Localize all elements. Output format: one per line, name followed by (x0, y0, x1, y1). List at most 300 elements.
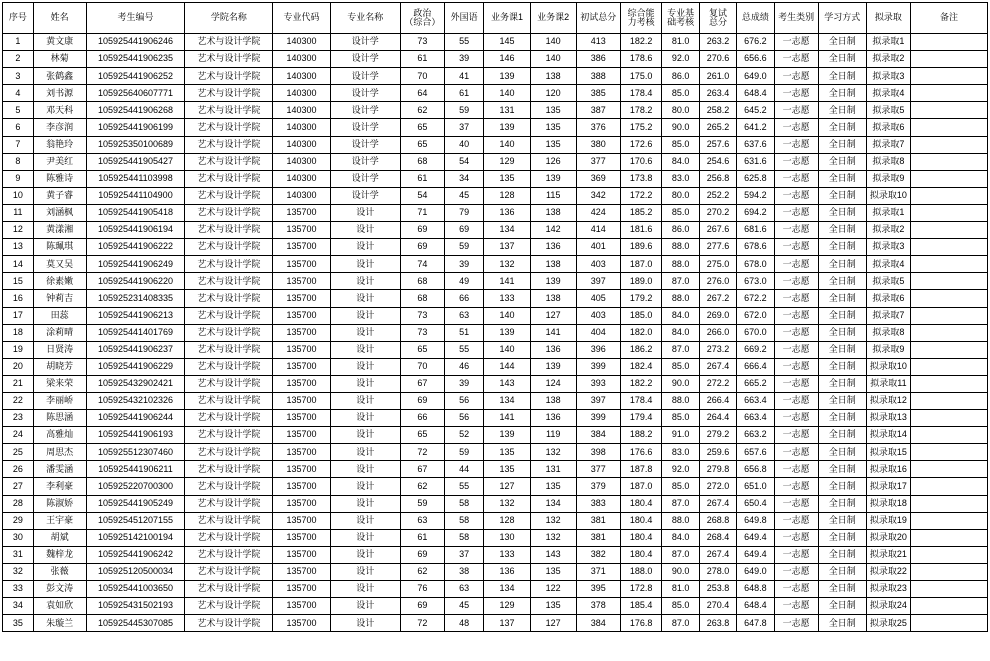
table-row (3, 290, 988, 307)
cell-subject1: 143 (484, 375, 530, 392)
cell-college: 艺术与设计学院 (185, 102, 273, 119)
cell-study-mode: 全日制 (818, 375, 866, 392)
col-header-politics-line2: （综合） (404, 17, 441, 27)
cell-candidate-type: 一志愿 (774, 85, 818, 102)
cell-candidate-id: 105925441103998 (86, 170, 185, 187)
cell-admission-status: 拟录取8 (866, 153, 910, 170)
cell-candidate-id: 105925451207155 (86, 512, 185, 529)
cell-retest-total: 273.2 (699, 341, 736, 358)
cell-retest-total: 254.6 (699, 153, 736, 170)
cell-initial-total: 377 (576, 153, 620, 170)
cell-comprehensive-ability: 187.0 (620, 256, 662, 273)
cell-initial-total: 395 (576, 581, 620, 598)
table-row (3, 581, 988, 598)
cell-remarks (910, 307, 987, 324)
cell-foreign-language: 55 (444, 341, 484, 358)
cell-major-name: 设计学 (330, 187, 400, 204)
cell-remarks (910, 153, 987, 170)
cell-subject1: 134 (484, 392, 530, 409)
cell-study-mode: 全日制 (818, 34, 866, 51)
cell-foreign-language: 38 (444, 563, 484, 580)
cell-foreign-language: 59 (444, 102, 484, 119)
cell-candidate-type: 一志愿 (774, 51, 818, 68)
cell-initial-total: 401 (576, 239, 620, 256)
cell-college: 艺术与设计学院 (185, 461, 273, 478)
cell-candidate-id: 105925512307460 (86, 444, 185, 461)
cell-subject1: 135 (484, 170, 530, 187)
cell-major-code: 140300 (273, 170, 330, 187)
cell-politics: 71 (400, 204, 444, 221)
cell-name: 徐素嫩 (33, 273, 86, 290)
cell-comprehensive-ability: 170.6 (620, 153, 662, 170)
cell-college: 艺术与设计学院 (185, 290, 273, 307)
cell-admission-status: 拟录取11 (866, 375, 910, 392)
cell-politics: 73 (400, 324, 444, 341)
cell-retest-total: 267.4 (699, 495, 736, 512)
cell-college: 艺术与设计学院 (185, 444, 273, 461)
cell-comprehensive-ability: 188.0 (620, 563, 662, 580)
cell-initial-total: 397 (576, 392, 620, 409)
cell-comprehensive-ability: 178.4 (620, 85, 662, 102)
cell-subject2: 140 (530, 51, 576, 68)
cell-major-basics: 85.0 (662, 85, 699, 102)
cell-final-total: 657.6 (737, 444, 774, 461)
cell-foreign-language: 49 (444, 273, 484, 290)
table-row (3, 478, 988, 495)
cell-candidate-id: 105925441906235 (86, 51, 185, 68)
cell-index: 25 (3, 444, 34, 461)
cell-major-name: 设计学 (330, 119, 400, 136)
cell-admission-status: 拟录取5 (866, 273, 910, 290)
cell-study-mode: 全日制 (818, 68, 866, 85)
cell-major-basics: 87.0 (662, 341, 699, 358)
cell-major-name: 设计 (330, 512, 400, 529)
col-header-retest-total (699, 3, 736, 34)
cell-major-basics: 87.0 (662, 495, 699, 512)
cell-major-basics: 80.0 (662, 187, 699, 204)
cell-subject1: 140 (484, 307, 530, 324)
cell-major-name: 设计 (330, 615, 400, 632)
cell-candidate-type: 一志愿 (774, 461, 818, 478)
cell-retest-total: 268.4 (699, 529, 736, 546)
cell-name: 钟莉吉 (33, 290, 86, 307)
cell-remarks (910, 598, 987, 615)
table-row (3, 119, 988, 136)
cell-major-code: 140300 (273, 187, 330, 204)
cell-candidate-type: 一志愿 (774, 153, 818, 170)
cell-subject1: 140 (484, 85, 530, 102)
cell-politics: 69 (400, 392, 444, 409)
cell-comprehensive-ability: 176.8 (620, 615, 662, 632)
cell-college: 艺术与设计学院 (185, 478, 273, 495)
cell-admission-status: 拟录取7 (866, 136, 910, 153)
cell-comprehensive-ability: 172.8 (620, 581, 662, 598)
cell-initial-total: 371 (576, 563, 620, 580)
cell-subject2: 141 (530, 324, 576, 341)
cell-remarks (910, 34, 987, 51)
table-row (3, 256, 988, 273)
cell-retest-total: 263.4 (699, 85, 736, 102)
cell-candidate-type: 一志愿 (774, 444, 818, 461)
cell-retest-total: 275.0 (699, 256, 736, 273)
cell-politics: 66 (400, 410, 444, 427)
cell-politics: 70 (400, 68, 444, 85)
cell-retest-total: 261.0 (699, 68, 736, 85)
cell-index: 10 (3, 187, 34, 204)
table-row (3, 68, 988, 85)
cell-remarks (910, 51, 987, 68)
cell-final-total: 631.6 (737, 153, 774, 170)
cell-candidate-type: 一志愿 (774, 222, 818, 239)
cell-admission-status: 拟录取20 (866, 529, 910, 546)
cell-candidate-id: 105925441906268 (86, 102, 185, 119)
cell-candidate-id: 105925120500034 (86, 563, 185, 580)
cell-retest-total: 270.2 (699, 204, 736, 221)
cell-major-basics: 84.0 (662, 153, 699, 170)
cell-retest-total: 268.8 (699, 512, 736, 529)
cell-major-name: 设计 (330, 358, 400, 375)
cell-name: 周思杰 (33, 444, 86, 461)
cell-foreign-language: 56 (444, 410, 484, 427)
cell-politics: 62 (400, 563, 444, 580)
cell-initial-total: 382 (576, 546, 620, 563)
cell-initial-total: 414 (576, 222, 620, 239)
cell-candidate-id: 105925441906222 (86, 239, 185, 256)
cell-initial-total: 384 (576, 615, 620, 632)
cell-politics: 69 (400, 222, 444, 239)
cell-major-name: 设计 (330, 581, 400, 598)
cell-admission-status: 拟录取2 (866, 222, 910, 239)
cell-retest-total: 269.0 (699, 307, 736, 324)
cell-admission-status: 拟录取10 (866, 358, 910, 375)
cell-subject2: 135 (530, 478, 576, 495)
cell-major-basics: 84.0 (662, 307, 699, 324)
cell-admission-status: 拟录取6 (866, 119, 910, 136)
cell-candidate-id: 105925441906242 (86, 546, 185, 563)
cell-study-mode: 全日制 (818, 341, 866, 358)
cell-subject1: 135 (484, 461, 530, 478)
cell-subject2: 136 (530, 341, 576, 358)
cell-final-total: 663.4 (737, 392, 774, 409)
col-header-college: 学院名称 (185, 3, 273, 34)
cell-name: 莫又吴 (33, 256, 86, 273)
cell-college: 艺术与设计学院 (185, 546, 273, 563)
cell-subject2: 136 (530, 410, 576, 427)
cell-retest-total: 279.2 (699, 427, 736, 444)
table-row (3, 529, 988, 546)
cell-candidate-type: 一志愿 (774, 119, 818, 136)
cell-candidate-type: 一志愿 (774, 307, 818, 324)
cell-remarks (910, 68, 987, 85)
cell-subject2: 135 (530, 119, 576, 136)
cell-remarks (910, 222, 987, 239)
cell-remarks (910, 256, 987, 273)
table-row (3, 34, 988, 51)
cell-major-name: 设计学 (330, 102, 400, 119)
cell-candidate-type: 一志愿 (774, 581, 818, 598)
cell-major-code: 135700 (273, 375, 330, 392)
col-header-major-basics (662, 3, 699, 34)
cell-major-name: 设计 (330, 478, 400, 495)
col-header-comp-line1: 综合能 (627, 8, 655, 18)
cell-final-total: 641.2 (737, 119, 774, 136)
cell-retest-total: 253.8 (699, 581, 736, 598)
cell-subject2: 143 (530, 546, 576, 563)
cell-major-basics: 85.0 (662, 478, 699, 495)
cell-candidate-type: 一志愿 (774, 615, 818, 632)
cell-politics: 68 (400, 273, 444, 290)
cell-name: 潘雯涵 (33, 461, 86, 478)
cell-remarks (910, 563, 987, 580)
cell-college: 艺术与设计学院 (185, 136, 273, 153)
cell-name: 陈雅诗 (33, 170, 86, 187)
cell-final-total: 663.4 (737, 410, 774, 427)
cell-comprehensive-ability: 187.0 (620, 478, 662, 495)
cell-subject2: 115 (530, 187, 576, 204)
cell-initial-total: 378 (576, 598, 620, 615)
cell-study-mode: 全日制 (818, 392, 866, 409)
cell-name: 彭文涛 (33, 581, 86, 598)
cell-name: 胡斌 (33, 529, 86, 546)
admission-results-table (2, 2, 988, 632)
cell-name: 翁艳玲 (33, 136, 86, 153)
cell-foreign-language: 63 (444, 581, 484, 598)
cell-final-total: 645.2 (737, 102, 774, 119)
cell-final-total: 649.8 (737, 512, 774, 529)
cell-admission-status: 拟录取6 (866, 290, 910, 307)
table-body (3, 34, 988, 632)
cell-foreign-language: 58 (444, 529, 484, 546)
cell-initial-total: 379 (576, 478, 620, 495)
cell-initial-total: 403 (576, 307, 620, 324)
cell-subject1: 131 (484, 102, 530, 119)
cell-comprehensive-ability: 186.2 (620, 341, 662, 358)
cell-comprehensive-ability: 182.2 (620, 34, 662, 51)
cell-subject2: 135 (530, 598, 576, 615)
cell-politics: 69 (400, 598, 444, 615)
cell-foreign-language: 48 (444, 615, 484, 632)
cell-index: 24 (3, 427, 34, 444)
cell-index: 15 (3, 273, 34, 290)
cell-candidate-type: 一志愿 (774, 529, 818, 546)
cell-final-total: 672.2 (737, 290, 774, 307)
cell-final-total: 647.8 (737, 615, 774, 632)
cell-name: 涂莉晴 (33, 324, 86, 341)
cell-college: 艺术与设计学院 (185, 307, 273, 324)
cell-final-total: 672.0 (737, 307, 774, 324)
cell-candidate-id: 105925441401769 (86, 324, 185, 341)
col-header-foreign-language: 外国语 (444, 3, 484, 34)
cell-name: 朱璇兰 (33, 615, 86, 632)
cell-initial-total: 381 (576, 529, 620, 546)
cell-candidate-type: 一志愿 (774, 358, 818, 375)
cell-final-total: 649.4 (737, 529, 774, 546)
cell-comprehensive-ability: 178.4 (620, 392, 662, 409)
col-header-politics (400, 3, 444, 34)
cell-major-code: 140300 (273, 34, 330, 51)
cell-major-basics: 81.0 (662, 34, 699, 51)
cell-index: 12 (3, 222, 34, 239)
cell-candidate-id: 105925441906249 (86, 256, 185, 273)
cell-major-code: 135700 (273, 529, 330, 546)
col-header-subject2: 业务课2 (530, 3, 576, 34)
cell-politics: 65 (400, 136, 444, 153)
cell-name: 张鹤鑫 (33, 68, 86, 85)
cell-remarks (910, 187, 987, 204)
table-row (3, 410, 988, 427)
cell-initial-total: 399 (576, 410, 620, 427)
cell-name: 梁来荣 (33, 375, 86, 392)
cell-initial-total: 384 (576, 427, 620, 444)
table-row (3, 324, 988, 341)
cell-comprehensive-ability: 179.2 (620, 290, 662, 307)
cell-college: 艺术与设计学院 (185, 119, 273, 136)
cell-candidate-type: 一志愿 (774, 324, 818, 341)
cell-major-basics: 86.0 (662, 222, 699, 239)
cell-initial-total: 388 (576, 68, 620, 85)
cell-subject2: 122 (530, 581, 576, 598)
cell-college: 艺术与设计学院 (185, 204, 273, 221)
cell-admission-status: 拟录取25 (866, 615, 910, 632)
cell-candidate-type: 一志愿 (774, 34, 818, 51)
cell-candidate-type: 一志愿 (774, 478, 818, 495)
cell-major-code: 140300 (273, 119, 330, 136)
cell-candidate-id: 105925441906246 (86, 34, 185, 51)
cell-comprehensive-ability: 180.4 (620, 546, 662, 563)
cell-foreign-language: 69 (444, 222, 484, 239)
cell-index: 11 (3, 204, 34, 221)
cell-admission-status: 拟录取1 (866, 204, 910, 221)
cell-comprehensive-ability: 178.2 (620, 102, 662, 119)
cell-study-mode: 全日制 (818, 444, 866, 461)
cell-comprehensive-ability: 189.0 (620, 273, 662, 290)
cell-college: 艺术与设计学院 (185, 68, 273, 85)
cell-index: 22 (3, 392, 34, 409)
cell-major-basics: 87.0 (662, 546, 699, 563)
cell-foreign-language: 58 (444, 512, 484, 529)
cell-candidate-type: 一志愿 (774, 204, 818, 221)
cell-subject1: 134 (484, 581, 530, 598)
cell-final-total: 694.2 (737, 204, 774, 221)
cell-major-code: 135700 (273, 256, 330, 273)
cell-name: 高雅灿 (33, 427, 86, 444)
cell-politics: 68 (400, 153, 444, 170)
cell-candidate-type: 一志愿 (774, 495, 818, 512)
cell-candidate-type: 一志愿 (774, 392, 818, 409)
cell-politics: 73 (400, 307, 444, 324)
cell-major-basics: 90.0 (662, 375, 699, 392)
cell-remarks (910, 427, 987, 444)
cell-subject2: 138 (530, 68, 576, 85)
cell-major-name: 设计 (330, 273, 400, 290)
cell-major-basics: 87.0 (662, 615, 699, 632)
table-row (3, 495, 988, 512)
cell-candidate-type: 一志愿 (774, 256, 818, 273)
cell-politics: 72 (400, 444, 444, 461)
cell-major-code: 140300 (273, 85, 330, 102)
cell-major-code: 135700 (273, 478, 330, 495)
cell-remarks (910, 273, 987, 290)
cell-retest-total: 252.2 (699, 187, 736, 204)
cell-study-mode: 全日制 (818, 529, 866, 546)
cell-admission-status: 拟录取12 (866, 392, 910, 409)
cell-remarks (910, 85, 987, 102)
cell-foreign-language: 55 (444, 478, 484, 495)
table-row (3, 358, 988, 375)
cell-major-code: 135700 (273, 273, 330, 290)
cell-remarks (910, 512, 987, 529)
cell-remarks (910, 444, 987, 461)
cell-index: 26 (3, 461, 34, 478)
cell-remarks (910, 341, 987, 358)
cell-subject2: 140 (530, 34, 576, 51)
cell-politics: 67 (400, 375, 444, 392)
cell-retest-total: 263.8 (699, 615, 736, 632)
cell-index: 3 (3, 68, 34, 85)
cell-index: 27 (3, 478, 34, 495)
cell-index: 33 (3, 581, 34, 598)
cell-major-name: 设计 (330, 324, 400, 341)
cell-initial-total: 380 (576, 136, 620, 153)
cell-subject2: 136 (530, 239, 576, 256)
cell-politics: 65 (400, 427, 444, 444)
cell-admission-status: 拟录取10 (866, 187, 910, 204)
cell-major-code: 135700 (273, 341, 330, 358)
cell-foreign-language: 61 (444, 85, 484, 102)
col-header-comp-line2: 力考核 (627, 17, 655, 27)
cell-candidate-type: 一志愿 (774, 187, 818, 204)
cell-subject1: 136 (484, 204, 530, 221)
cell-initial-total: 385 (576, 85, 620, 102)
cell-initial-total: 387 (576, 102, 620, 119)
cell-remarks (910, 102, 987, 119)
col-header-comprehensive-ability (620, 3, 662, 34)
cell-initial-total: 397 (576, 273, 620, 290)
cell-comprehensive-ability: 175.2 (620, 119, 662, 136)
cell-final-total: 663.2 (737, 427, 774, 444)
cell-name: 胡晓芳 (33, 358, 86, 375)
cell-index: 21 (3, 375, 34, 392)
cell-index: 16 (3, 290, 34, 307)
cell-major-name: 设计学 (330, 170, 400, 187)
cell-study-mode: 全日制 (818, 615, 866, 632)
cell-admission-status: 拟录取8 (866, 324, 910, 341)
cell-major-name: 设计 (330, 290, 400, 307)
cell-major-name: 设计 (330, 341, 400, 358)
cell-remarks (910, 529, 987, 546)
cell-major-name: 设计学 (330, 68, 400, 85)
cell-subject2: 134 (530, 495, 576, 512)
cell-study-mode: 全日制 (818, 512, 866, 529)
cell-politics: 73 (400, 34, 444, 51)
col-header-retest-line1: 复试 (709, 8, 728, 18)
cell-candidate-type: 一志愿 (774, 563, 818, 580)
cell-candidate-id: 105925441906194 (86, 222, 185, 239)
cell-candidate-id: 105925432102326 (86, 392, 185, 409)
cell-name: 刘书源 (33, 85, 86, 102)
cell-foreign-language: 79 (444, 204, 484, 221)
cell-name: 林菊 (33, 51, 86, 68)
cell-politics: 61 (400, 529, 444, 546)
cell-study-mode: 全日制 (818, 273, 866, 290)
cell-index: 34 (3, 598, 34, 615)
cell-politics: 64 (400, 85, 444, 102)
table-row (3, 461, 988, 478)
cell-final-total: 681.6 (737, 222, 774, 239)
cell-foreign-language: 44 (444, 461, 484, 478)
cell-major-code: 135700 (273, 495, 330, 512)
cell-retest-total: 259.6 (699, 444, 736, 461)
